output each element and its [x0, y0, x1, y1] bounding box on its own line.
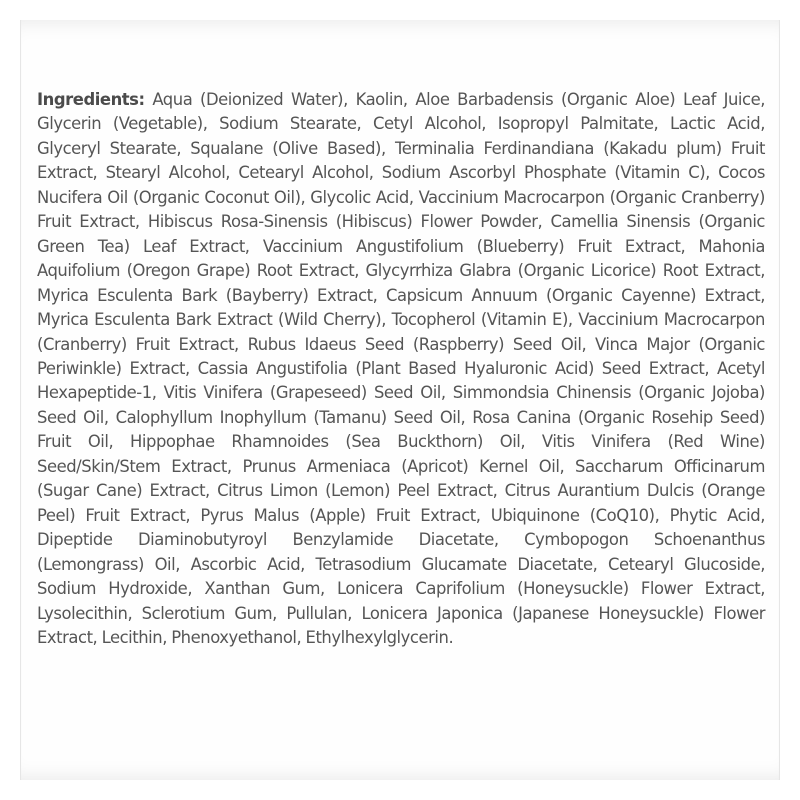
ingredients-list: Aqua (Deionized Water), Kaolin, Aloe Barbadensis (Organic Aloe) Leaf Juice, Glycerin (Vegetable), Sodium Stearate, Cetyl Alcohol, Isopropyl Palmitate, Lactic Acid, Glyceryl Stearate, Squalane (Olive Based), Terminalia Ferdinandiana (Kakadu plum) Fruit Extract, Stearyl Alcohol, Cetearyl Alcohol, Sodium Ascorbyl Phosphate (Vitamin C), Cocos Nucifera Oil (Organic Coconut Oil), Glycolic Acid, Vaccinium Macrocarpon (Organic Cranberry) Fruit Extract, Hibiscus Rosa-Sinensis (Hibiscus) Flower Powder, Camellia Sinensis (Organic Green Tea) Leaf Extract, Vaccinium Angustifolium (Blueberry) Fruit Extract, Mahonia Aquifolium (Oregon Grape) Root Extract, Glycyrrhiza Glabra (Organic Licorice) Root Extract, Myrica Esculenta Bark (Bayberry) Extract, Capsicum Annuum (Organic Cayenne) Extract, Myrica Esculenta Bark Extract (Wild Cherry), Tocopherol (Vitamin E), Vaccinium Macrocarpon (Cranberry) Fruit Extract, Rubus Idaeus Seed (Raspberry) Seed Oil, Vinca Major (Organic Periwinkle) Extract, Cassia Angustifolia (Plant Based Hyaluronic Acid) Seed Extract, Acetyl Hexapeptide-1, Vitis Vinifera (Grapeseed) Seed Oil, Simmondsia Chinensis (Organic Jojoba) Seed Oil, Calophyllum Inophyllum (Tamanu) Seed Oil, Rosa Canina (Organic Rosehip Seed) Fruit Oil, Hippophae Rhamnoides (Sea Buckthorn) Oil, Vitis Vinifera (Red Wine) Seed/Skin/Stem Extract, Prunus Armeniaca (Apricot) Kernel Oil, Saccharum Officinarum (Sugar Cane) Extract, Citrus Limon (Lemon) Peel Extract, Citrus Aurantium Dulcis (Orange Peel) Fruit Extract, Pyrus Malus (Apple) Fruit Extract, Ubiquinone (CoQ10), Phytic Acid, Dipeptide Diaminobutyroyl Benzylamide Diacetate, Cymbopogon Schoenanthus (Lemongrass) Oil, Ascorbic Acid, Tetrasodium Glucamate Diacetate, Cetearyl Glucoside, Sodium Hydroxide, Xanthan Gum, Lonicera Caprifolium (Honeysuckle) Flower Extract, Lysolecithin, Sclerotium Gum, Pullulan, Lonicera Japonica (Japanese Honeysuckle) Flower Extract, Lecithin, Phenoxyethanol, Ethylhexylglycerin. [37, 90, 765, 647]
ingredients-paragraph [37, 88, 765, 650]
ingredients-heading: Ingredients: [37, 90, 145, 109]
